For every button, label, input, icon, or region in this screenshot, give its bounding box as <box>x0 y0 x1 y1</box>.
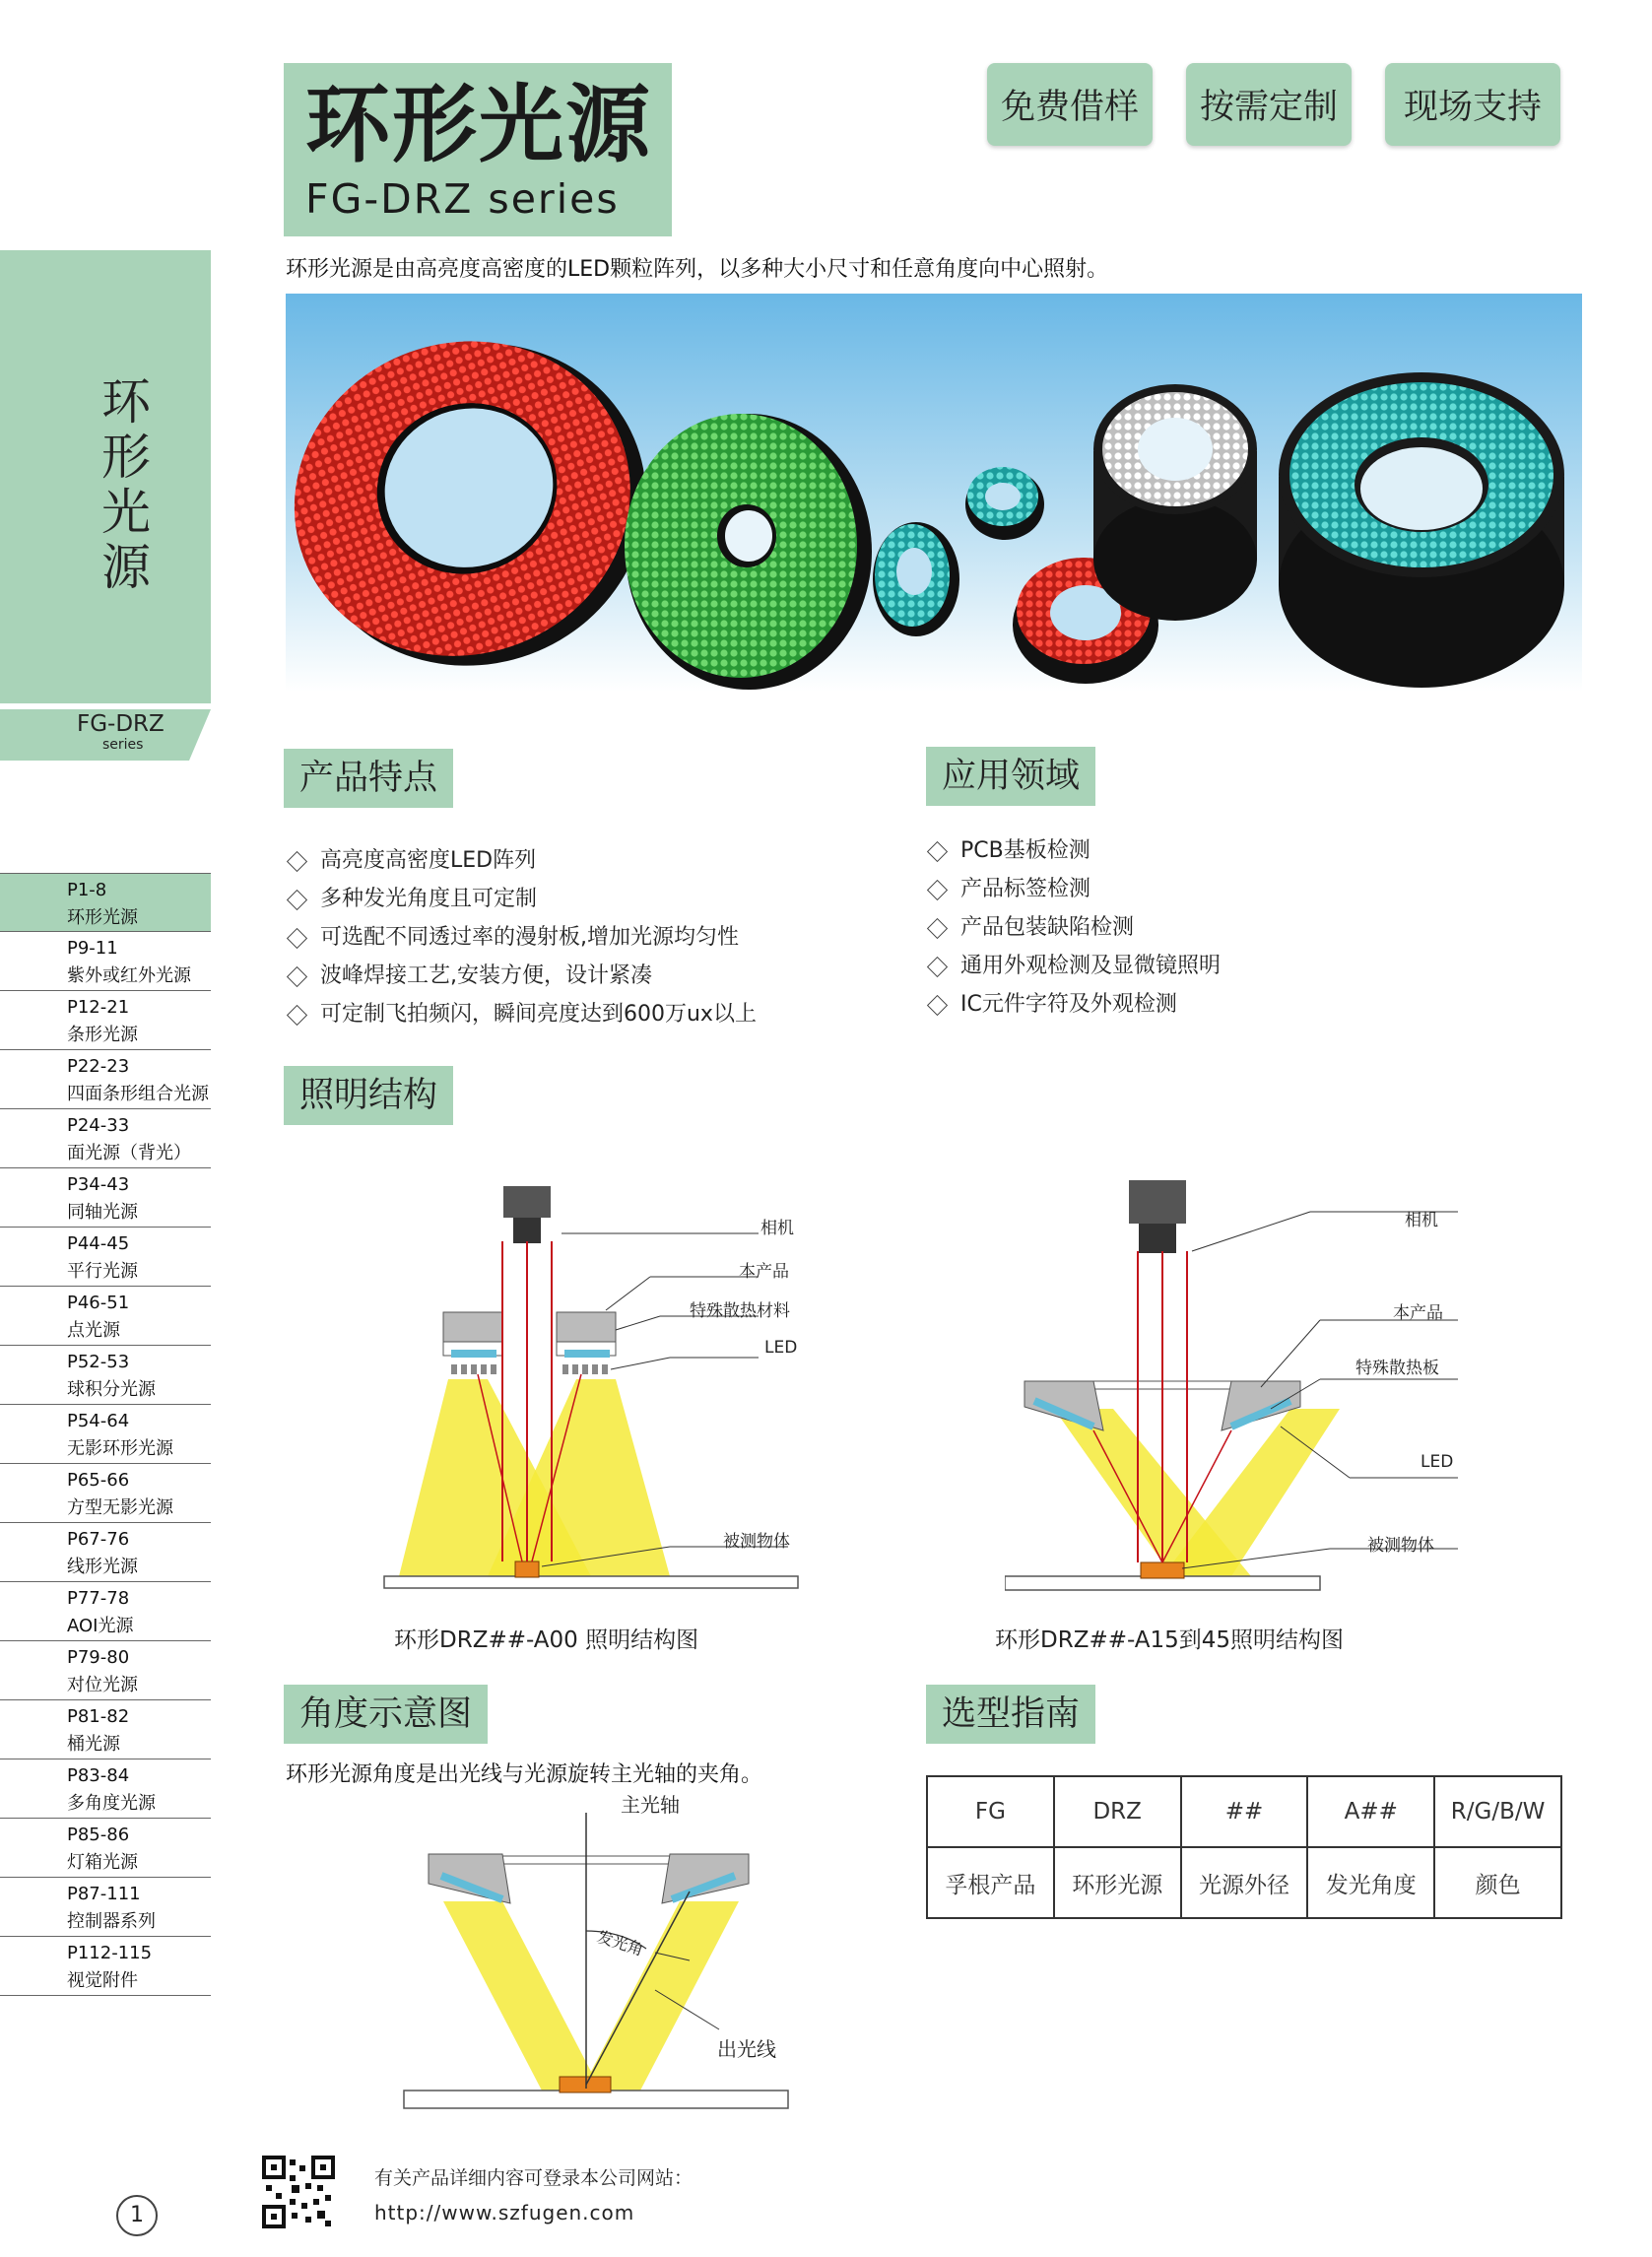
sidebar-item-spot[interactable]: P46-51 点光源 <box>0 1287 211 1346</box>
application-item: PCB基板检测 <box>930 833 1090 864</box>
application-item: 产品标签检测 <box>930 872 1090 902</box>
label-camera-left: 相机 <box>760 1219 794 1238</box>
table-row <box>927 1847 1561 1918</box>
sidebar-item-controller[interactable]: P87-111 控制器系列 <box>0 1878 211 1937</box>
meaning-cell: 孚根产品 <box>927 1847 1054 1918</box>
feature-item: 可定制飞拍频闪，瞬间亮度达到600万ux以上 <box>290 997 757 1028</box>
diamond-bullet-icon <box>287 850 307 871</box>
sidebar-item-dome[interactable]: P52-53 球积分光源 <box>0 1346 211 1405</box>
label-led-right: LED <box>1421 1452 1454 1472</box>
angle-diagram <box>394 1793 808 2128</box>
sidebar-item-parallel[interactable]: P44-45 平行光源 <box>0 1228 211 1287</box>
feature-item: 波峰焊接工艺,安装方便，设计紧凑 <box>290 959 652 989</box>
footer-text: 有关产品详细内容可登录本公司网站： <box>374 2167 694 2189</box>
sidebar-item-four-bar[interactable]: P22-23 四面条形组合光源 <box>0 1050 211 1109</box>
white-ring-light <box>1093 384 1257 621</box>
custom-order-button[interactable]: 按需定制 <box>1186 63 1352 146</box>
selection-heading: 选型指南 <box>926 1685 1095 1744</box>
small-cyan-ring-light <box>873 522 959 636</box>
sidebar-item-aoi[interactable]: P77-78 AOI光源 <box>0 1582 211 1641</box>
diamond-bullet-icon <box>927 917 948 938</box>
free-sample-button[interactable]: 免费借样 <box>987 63 1153 146</box>
large-cyan-ring-light <box>1279 372 1564 688</box>
meaning-cell: 环形光源 <box>1054 1847 1181 1918</box>
qr-code-icon[interactable] <box>262 2156 335 2228</box>
sidebar-item-ring-light[interactable]: P1-8 环形光源 <box>0 873 211 932</box>
diamond-bullet-icon <box>287 889 307 909</box>
sidebar-item-line[interactable]: P67-76 线形光源 <box>0 1523 211 1582</box>
label-camera-right: 相机 <box>1405 1211 1438 1230</box>
page-number: 1 <box>116 2195 158 2236</box>
code-cell: ## <box>1181 1776 1308 1847</box>
sidebar-item-backlight[interactable]: P24-33 面光源（背光） <box>0 1109 211 1168</box>
sidebar-item-coaxial[interactable]: P34-43 同轴光源 <box>0 1168 211 1228</box>
green-ring-light <box>625 414 872 690</box>
label-emission-ray: 出光线 <box>717 2037 776 2061</box>
sidebar-item-uv-ir[interactable]: P9-11 紫外或红外光源 <box>0 932 211 991</box>
label-object-left: 被测物体 <box>723 1532 790 1552</box>
label-heat-material-left: 特殊散热材料 <box>690 1301 790 1321</box>
label-emission-angle: 发光角 <box>594 1926 646 1959</box>
label-heat-plate-right: 特殊散热板 <box>1355 1359 1439 1378</box>
onsite-support-button[interactable]: 现场支持 <box>1385 63 1560 146</box>
page-subtitle: FG-DRZ series <box>305 175 620 223</box>
diamond-bullet-icon <box>287 927 307 948</box>
diamond-bullet-icon <box>927 879 948 899</box>
application-item: 通用外观检测及显微镜照明 <box>930 949 1221 979</box>
label-main-axis: 主光轴 <box>621 1793 680 1817</box>
code-cell: FG <box>927 1776 1054 1847</box>
diamond-bullet-icon <box>927 994 948 1015</box>
applications-heading: 应用领域 <box>926 747 1095 806</box>
code-cell: R/G/B/W <box>1434 1776 1561 1847</box>
page-title: 环形光源 <box>305 76 652 174</box>
feature-item: 高亮度高密度LED阵列 <box>290 843 536 874</box>
sidebar-category-title: 环 形 光 源 <box>101 373 151 596</box>
features-heading: 产品特点 <box>284 749 453 808</box>
product-hero-image <box>286 294 1582 692</box>
diamond-bullet-icon <box>927 956 948 976</box>
selection-table <box>926 1775 1562 1919</box>
sidebar-item-alignment[interactable]: P79-80 对位光源 <box>0 1641 211 1700</box>
meaning-cell: 光源外径 <box>1181 1847 1308 1918</box>
sidebar-series-sub: series <box>102 737 144 753</box>
sidebar-item-shadowless-ring[interactable]: P54-64 无影环形光源 <box>0 1405 211 1464</box>
feature-item: 多种发光角度且可定制 <box>290 882 537 912</box>
code-cell: DRZ <box>1054 1776 1181 1847</box>
label-led-left: LED <box>764 1338 798 1358</box>
label-object-right: 被测物体 <box>1367 1536 1434 1556</box>
sidebar-item-barrel[interactable]: P81-82 桶光源 <box>0 1700 211 1759</box>
sidebar-item-lightbox[interactable]: P85-86 灯箱光源 <box>0 1819 211 1878</box>
caption-a00: 环形DRZ##-A00 照明结构图 <box>394 1627 699 1653</box>
lighting-heading: 照明结构 <box>284 1066 453 1125</box>
angle-description: 环形光源角度是出光线与光源旋转主光轴的夹角。 <box>286 1762 763 1787</box>
label-product-right: 本产品 <box>1393 1303 1443 1323</box>
label-product-left: 本产品 <box>739 1262 789 1282</box>
application-item: IC元件字符及外观检测 <box>930 987 1177 1018</box>
website-link[interactable]: http://www.szfugen.com <box>374 2201 635 2224</box>
diamond-bullet-icon <box>287 965 307 986</box>
meaning-cell: 发光角度 <box>1307 1847 1434 1918</box>
feature-item: 可选配不同透过率的漫射板,增加光源均匀性 <box>290 920 739 951</box>
meaning-cell: 颜色 <box>1434 1847 1561 1918</box>
sidebar-series-label: FG-DRZ <box>77 711 165 737</box>
diamond-bullet-icon <box>287 1004 307 1025</box>
intro-text: 环形光源是由高亮度高密度的LED颗粒阵列，以多种大小尺寸和任意角度向中心照射。 <box>286 257 1109 282</box>
sidebar-item-bar-light[interactable]: P12-21 条形光源 <box>0 991 211 1050</box>
sidebar-item-square-shadowless[interactable]: P65-66 方型无影光源 <box>0 1464 211 1523</box>
caption-a15-45: 环形DRZ##-A15到45照明结构图 <box>995 1627 1345 1653</box>
angle-heading: 角度示意图 <box>284 1685 488 1744</box>
diamond-bullet-icon <box>927 840 948 861</box>
sidebar-item-accessories[interactable]: P112-115 视觉附件 <box>0 1937 211 1996</box>
code-cell: A## <box>1307 1776 1434 1847</box>
table-row <box>927 1776 1561 1847</box>
sidebar-item-multi-angle[interactable]: P83-84 多角度光源 <box>0 1759 211 1819</box>
application-item: 产品包装缺陷检测 <box>930 910 1134 941</box>
